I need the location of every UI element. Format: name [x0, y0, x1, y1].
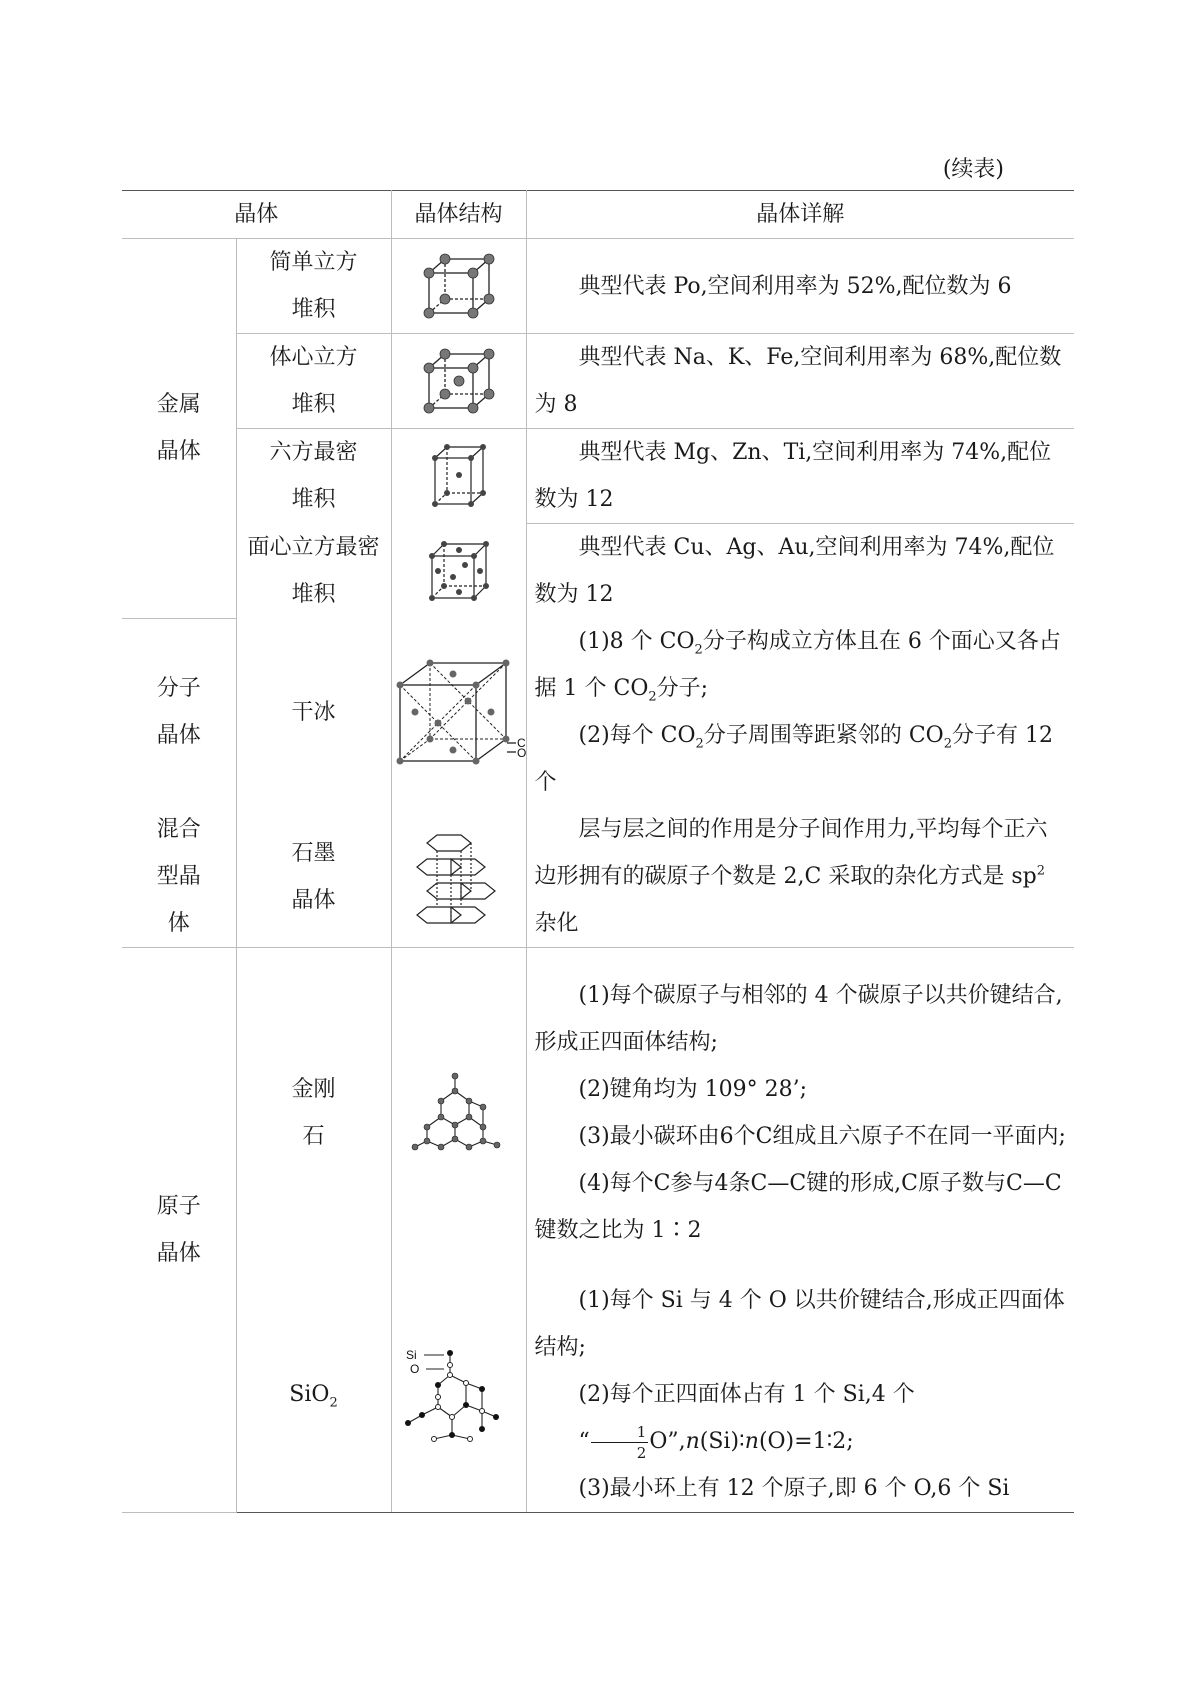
name-dry-ice: 干冰: [236, 618, 391, 806]
diamond-figure: [411, 1071, 507, 1155]
co2-label-o: O: [516, 746, 526, 760]
detail-hcp: 典型代表 Mg、Zn、Ti,空间利用率为 74%,配位数为 12: [526, 429, 1074, 524]
dry-ice-figure: [394, 657, 524, 767]
simple-cubic-figure: [423, 253, 495, 319]
fig-diamond: [391, 948, 526, 1278]
detail-sio2: (1)每个 Si 与 4 个 O 以共价键结合,形成正四面体结构; (2)每个正四面体占有 1 个 Si,4 个 “ $\frac{1}{2}$ O”,n(Si)∶n(O)=1∶2; (3)最小环上有 12 个原子,即 6 个 O,6 个 Si: [526, 1277, 1074, 1513]
name-simple-cubic: 简单立方 堆积: [236, 239, 391, 334]
fig-sio2: [391, 1277, 526, 1513]
graphite-figure: [411, 829, 507, 925]
sio2-figure: [404, 1345, 514, 1445]
name-hcp: 六方最密 堆积: [236, 429, 391, 524]
row-fcc: [122, 524, 1074, 619]
co2-label-c: C: [516, 736, 526, 750]
fig-body-centered: [391, 334, 526, 429]
fig-simple-cubic: [391, 239, 526, 334]
detail-fcc: 典型代表 Cu、Ag、Au,空间利用率为 74%,配位数为 12: [526, 524, 1074, 619]
header-structure: 晶体结构: [391, 191, 526, 239]
group-mixed: 混合 型晶 体: [122, 806, 236, 948]
name-body-centered: 体心立方 堆积: [236, 334, 391, 429]
fig-dry-ice: [391, 618, 526, 806]
header-detail: 晶体详解: [526, 191, 1074, 239]
fig-fcc: [391, 524, 526, 619]
group-metal: 金属 晶体: [122, 239, 236, 619]
detail-body-centered: 典型代表 Na、K、Fe,空间利用率为 68%,配位数为 8: [526, 334, 1074, 429]
name-fcc: 面心立方最密 堆积: [236, 524, 391, 619]
detail-simple-cubic: 典型代表 Po,空间利用率为 52%,配位数为 6: [526, 239, 1074, 334]
name-sio2: SiO$_2$: [236, 1277, 391, 1513]
fig-graphite: [391, 806, 526, 948]
row-simple-cubic: [122, 239, 1074, 334]
fig-hcp: [391, 429, 526, 524]
body-centered-figure: [423, 348, 495, 414]
detail-dry-ice: (1)8 个 $CO_2$分子构成立方体且在 6 个面心又各占据 1 个 $CO_2$分子; (2)每个 $CO_2$分子周围等距紧邻的 $CO_2$分子有 12 个: [526, 618, 1074, 806]
group-molecular: 分子 晶体: [122, 618, 236, 806]
group-atomic: 原子 晶体: [122, 948, 236, 1513]
detail-diamond: (1)每个碳原子与相邻的 4 个碳原子以共价键结合,形成正四面体结构; (2)键角均为 109° 28’; (3)最小碳环由6个C组成且六原子不在同一平面内; (4)每个C参与4条C—C键的形成,C原子数与C—C键数之比为 1∶2: [526, 948, 1074, 1278]
row-graphite: [122, 806, 1074, 948]
header-crystal: 晶体: [122, 191, 391, 239]
name-graphite: 石墨 晶体: [236, 806, 391, 948]
crystal-table: [122, 190, 1074, 1513]
header-row: [122, 191, 1074, 239]
fcc-figure: [426, 538, 492, 604]
continued-label: (续表): [942, 157, 1004, 182]
name-diamond: 金刚 石: [236, 948, 391, 1278]
sio2-label-o: O: [409, 1361, 419, 1376]
row-hcp: [122, 429, 1074, 524]
fraction-half: $\frac{1}{2}$: [591, 1422, 649, 1463]
hcp-figure: [429, 442, 489, 510]
row-dry-ice: [122, 618, 1074, 806]
row-sio2: [122, 1277, 1074, 1513]
row-body-centered: [122, 334, 1074, 429]
row-diamond: [122, 948, 1074, 1278]
detail-graphite: 层与层之间的作用是分子间作用力,平均每个正六边形拥有的碳原子个数是 2,C 采取的杂化方式是 $sp^2$杂化: [526, 806, 1074, 948]
sio2-label-si: Si: [405, 1347, 417, 1362]
